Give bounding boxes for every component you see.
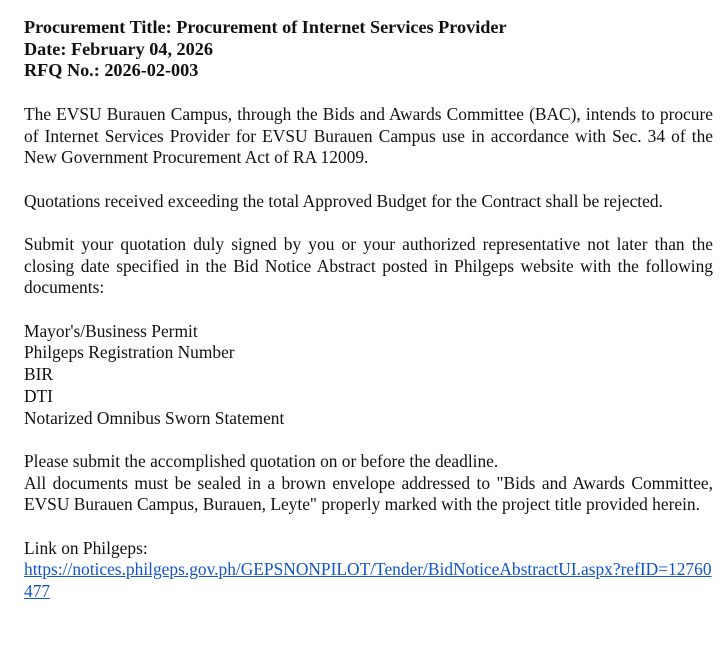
list-item-mayors-permit: Mayor's/Business Permit <box>24 320 198 341</box>
spacer <box>24 212 713 234</box>
spacer <box>24 516 713 538</box>
date-label: Date: <box>24 38 67 59</box>
list-item-omnibus-statement: Notarized Omnibus Sworn Statement <box>24 407 285 428</box>
list-item-bir: BIR <box>24 364 53 385</box>
rfq-value: 2026-02-003 <box>104 60 199 81</box>
procurement-title-line <box>24 17 713 39</box>
intro-paragraph: The EVSU Burauen Campus, through the Bids and Awards Committee (BAC), intends to procure of Internet Services Provider for EVSU Burauen Campus use in accordance with Sec. 34 of the New Government Procurement Act of RA 12009. <box>24 103 713 168</box>
procurement-title-label: Procurement Title: <box>24 17 172 37</box>
procurement-title-value: Procurement of Internet Services Provider <box>176 17 507 37</box>
submit-instructions-paragraph: Submit your quotation duly signed by you or your authorized representative not later than the closing date specified in the Bid Notice Abstract posted in Philgeps website with the following documents: <box>24 233 713 298</box>
list-item-dti: DTI <box>24 385 53 406</box>
date-value: February 04, 2026 <box>70 38 213 59</box>
required-documents-list <box>24 321 713 430</box>
philgeps-link[interactable]: https://notices.philgeps.gov.ph/GEPSNONPILOT/Tender/BidNoticeAbstractUI.aspx?refID=12760477 <box>24 559 712 602</box>
procurement-notice <box>24 17 713 603</box>
philgeps-link-label: Link on Philgeps: <box>24 537 148 558</box>
spacer <box>24 299 713 321</box>
rfq-label: RFQ No.: <box>24 60 100 81</box>
deadline-note-paragraph: Please submit the accomplished quotation on or before the deadline. <box>24 450 499 471</box>
spacer <box>24 82 713 104</box>
list-item-philgeps-registration: Philgeps Registration Number <box>24 342 235 363</box>
rfq-line <box>24 60 713 82</box>
envelope-note-paragraph: All documents must be sealed in a brown envelope addressed to "Bids and Awards Committee, EVSU Burauen Campus, Burauen, Leyte" properly marked with the project title provided herein. <box>24 472 713 515</box>
spacer <box>24 169 713 191</box>
budget-note-paragraph: Quotations received exceeding the total Approved Budget for the Contract shall be rejected. <box>24 190 663 211</box>
spacer <box>24 429 713 451</box>
date-line <box>24 39 713 61</box>
